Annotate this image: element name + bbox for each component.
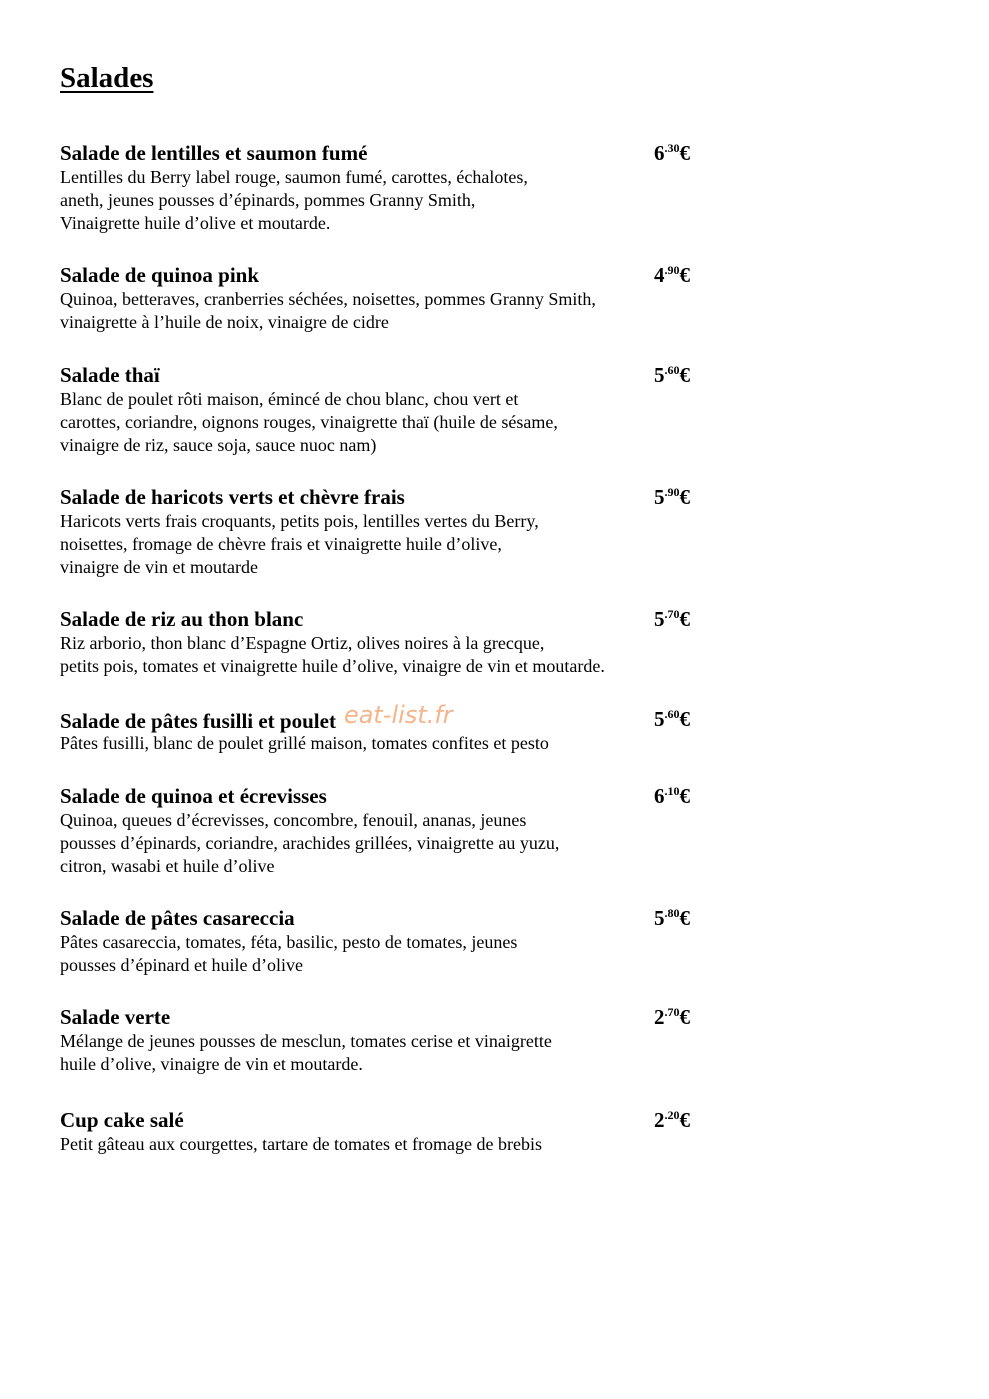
item-description — [60, 632, 690, 678]
price-main: 5 — [654, 363, 665, 387]
description-line: Riz arborio, thon blanc d’Espagne Ortiz, olives noires à la grecque, — [60, 633, 545, 653]
price-cents: .90 — [664, 485, 680, 499]
item-price — [654, 1107, 690, 1133]
item-name: Salade de riz au thon blanc — [60, 607, 304, 631]
item-name: Salade de pâtes fusilli et poulet — [60, 709, 336, 733]
price-cents: .60 — [664, 707, 680, 721]
price-cents: .30 — [664, 141, 680, 155]
item-description — [60, 166, 690, 235]
price-cents: .10 — [664, 784, 680, 798]
price-cents: .80 — [664, 906, 680, 920]
price-cents: .20 — [664, 1108, 680, 1122]
item-description — [60, 388, 690, 457]
page-title: Salades — [60, 62, 154, 94]
menu-item-salade-thai — [60, 362, 690, 457]
item-name: Salade de lentilles et saumon fumé — [60, 141, 368, 165]
item-name: Salade de haricots verts et chèvre frais — [60, 485, 405, 509]
menu-item-riz-thon — [60, 606, 690, 678]
description-line: Blanc de poulet rôti maison, émincé de chou blanc, chou vert et — [60, 389, 519, 409]
price-cents: .70 — [664, 1005, 680, 1019]
item-price — [654, 262, 690, 288]
item-header — [60, 606, 690, 632]
description-line: petits pois, tomates et vinaigrette huile d’olive, vinaigre de vin et moutarde. — [60, 656, 605, 676]
item-name: Cup cake salé — [60, 1108, 184, 1132]
price-main: 5 — [654, 707, 665, 731]
menu-item-quinoa-ecrevisses — [60, 783, 690, 878]
price-main: 6 — [654, 784, 665, 808]
item-header — [60, 484, 690, 510]
price-currency: € — [679, 141, 690, 165]
item-header — [60, 140, 690, 166]
item-price — [654, 484, 690, 510]
price-cents: .90 — [664, 263, 680, 277]
description-line: Pâtes casareccia, tomates, féta, basilic, pesto de tomates, jeunes — [60, 932, 518, 952]
item-header — [60, 1004, 690, 1030]
price-main: 2 — [654, 1005, 665, 1029]
description-line: Quinoa, queues d’écrevisses, concombre, fenouil, ananas, jeunes — [60, 810, 527, 830]
item-price — [654, 1004, 690, 1030]
item-name: Salade verte — [60, 1005, 171, 1029]
item-name: Salade de quinoa pink — [60, 263, 260, 287]
menu-item-lentilles-saumon — [60, 140, 690, 235]
description-line: carottes, coriandre, oignons rouges, vinaigrette thaï (huile de sésame, — [60, 412, 558, 432]
description-line: pousses d’épinard et huile d’olive — [60, 955, 303, 975]
item-price — [654, 140, 690, 166]
price-currency: € — [679, 784, 690, 808]
item-price — [654, 362, 690, 388]
price-main: 5 — [654, 906, 665, 930]
description-line: aneth, jeunes pousses d’épinards, pommes Granny Smith, — [60, 190, 476, 210]
item-header — [60, 701, 690, 733]
description-line: vinaigre de vin et moutarde — [60, 557, 258, 577]
description-line: Lentilles du Berry label rouge, saumon fumé, carottes, échalotes, — [60, 167, 528, 187]
item-description — [60, 809, 690, 878]
item-name: Salade de quinoa et écrevisses — [60, 784, 327, 808]
item-description — [60, 288, 690, 334]
price-currency: € — [679, 263, 690, 287]
description-line: Pâtes fusilli, blanc de poulet grillé maison, tomates confites et pesto — [60, 733, 549, 753]
price-main: 5 — [654, 485, 665, 509]
menu-item-casareccia — [60, 905, 690, 977]
description-line: Petit gâteau aux courgettes, tartare de tomates et fromage de brebis — [60, 1134, 542, 1154]
item-description — [60, 1133, 690, 1156]
item-header — [60, 1107, 690, 1133]
item-header — [60, 262, 690, 288]
item-description — [60, 1030, 690, 1076]
description-line: citron, wasabi et huile d’olive — [60, 856, 275, 876]
description-line: huile d’olive, vinaigre de vin et moutarde. — [60, 1054, 363, 1074]
price-currency: € — [679, 607, 690, 631]
price-currency: € — [679, 1005, 690, 1029]
price-currency: € — [679, 1108, 690, 1132]
item-name: Salade de pâtes casareccia — [60, 906, 295, 930]
item-header — [60, 905, 690, 931]
item-price — [654, 606, 690, 632]
description-line: vinaigre de riz, sauce soja, sauce nuoc nam) — [60, 435, 377, 455]
price-currency: € — [679, 906, 690, 930]
item-header — [60, 362, 690, 388]
description-line: Vinaigrette huile d’olive et moutarde. — [60, 213, 331, 233]
item-price — [654, 706, 690, 732]
price-currency: € — [679, 707, 690, 731]
menu-item-cup-cake — [60, 1107, 690, 1156]
price-cents: .70 — [664, 607, 680, 621]
item-description — [60, 732, 690, 755]
price-main: 4 — [654, 263, 665, 287]
price-main: 5 — [654, 607, 665, 631]
price-currency: € — [679, 485, 690, 509]
menu-item-haricots-chevre — [60, 484, 690, 579]
item-price — [654, 783, 690, 809]
menu-item-salade-verte — [60, 1004, 690, 1076]
description-line: pousses d’épinards, coriandre, arachides grillées, vinaigrette au yuzu, — [60, 833, 560, 853]
menu-item-quinoa-pink — [60, 262, 690, 334]
description-line: Mélange de jeunes pousses de mesclun, tomates cerise et vinaigrette — [60, 1031, 552, 1051]
watermark-logo: eat-list.fr — [343, 701, 453, 729]
item-description — [60, 510, 690, 579]
item-header — [60, 783, 690, 809]
price-cents: .60 — [664, 363, 680, 377]
price-main: 2 — [654, 1108, 665, 1132]
item-description — [60, 931, 690, 977]
price-currency: € — [679, 363, 690, 387]
item-name: Salade thaï — [60, 363, 160, 387]
description-line: Haricots verts frais croquants, petits pois, lentilles vertes du Berry, — [60, 511, 539, 531]
description-line: Quinoa, betteraves, cranberries séchées, noisettes, pommes Granny Smith, — [60, 289, 596, 309]
description-line: vinaigrette à l’huile de noix, vinaigre de cidre — [60, 312, 389, 332]
description-line: noisettes, fromage de chèvre frais et vinaigrette huile d’olive, — [60, 534, 502, 554]
menu-item-fusilli-poulet — [60, 701, 690, 755]
item-price — [654, 905, 690, 931]
price-main: 6 — [654, 141, 665, 165]
